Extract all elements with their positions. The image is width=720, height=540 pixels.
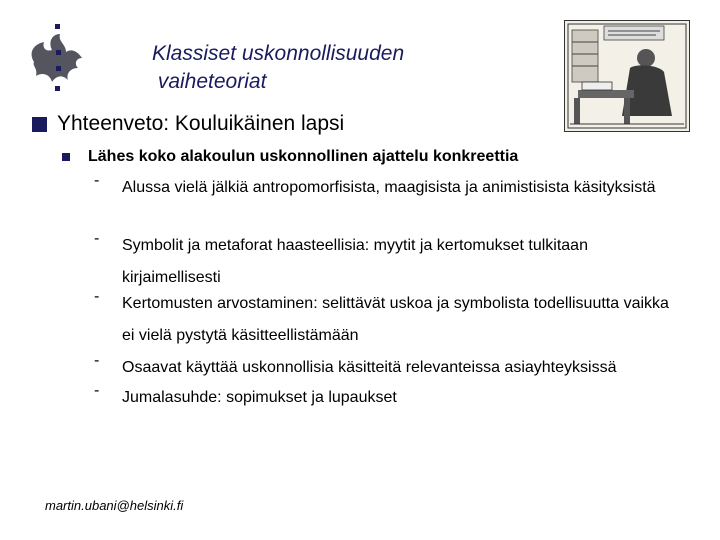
list-item [94, 352, 682, 384]
slide-title [152, 40, 404, 96]
square-bullet-icon [62, 153, 70, 161]
dash-bullet: - [94, 230, 100, 247]
sub-heading [62, 148, 518, 166]
list-item [94, 230, 682, 294]
list-item [94, 288, 682, 352]
dash-bullet: - [94, 288, 100, 305]
dash-bullet: - [94, 382, 100, 399]
slide-title-line-2: vaiheteoriat [152, 70, 267, 93]
footer-email: martin.ubani@helsinki.fi [45, 498, 184, 513]
medieval-scholar-woodcut-image [564, 20, 690, 132]
university-logo-icon [22, 22, 92, 94]
list-item-text: Jumalasuhde: sopimukset ja lupaukset [122, 389, 397, 406]
list-item-text: Kertomusten arvostaminen: selittävät uskoa ja symbolista todellisuutta vaikka ei vielä pystytä käsitteellistämään [122, 295, 669, 344]
dash-bullet: - [94, 352, 100, 369]
list-item-text: Symbolit ja metaforat haasteellisia: myytit ja kertomukset tulkitaan kirjaimellisesti [122, 237, 588, 286]
sub-heading-text: Lähes koko alakoulun uskonnollinen ajattelu konkreettia [88, 148, 519, 165]
main-heading [32, 112, 344, 136]
dash-bullet: - [94, 172, 100, 189]
square-bullet-icon [32, 117, 47, 132]
list-item [94, 172, 682, 204]
list-item-text: Alussa vielä jälkiä antropomorfisista, maagisista ja animistisista käsityksistä [122, 179, 656, 196]
slide-title-line-1: Klassiset uskonnollisuuden [152, 42, 405, 65]
list-item-text: Osaavat käyttää uskonnollisia käsitteitä relevanteissa asiayhteyksissä [122, 359, 617, 376]
list-item [94, 382, 682, 414]
main-heading-text: Yhteenveto: Kouluikäinen lapsi [57, 112, 345, 135]
